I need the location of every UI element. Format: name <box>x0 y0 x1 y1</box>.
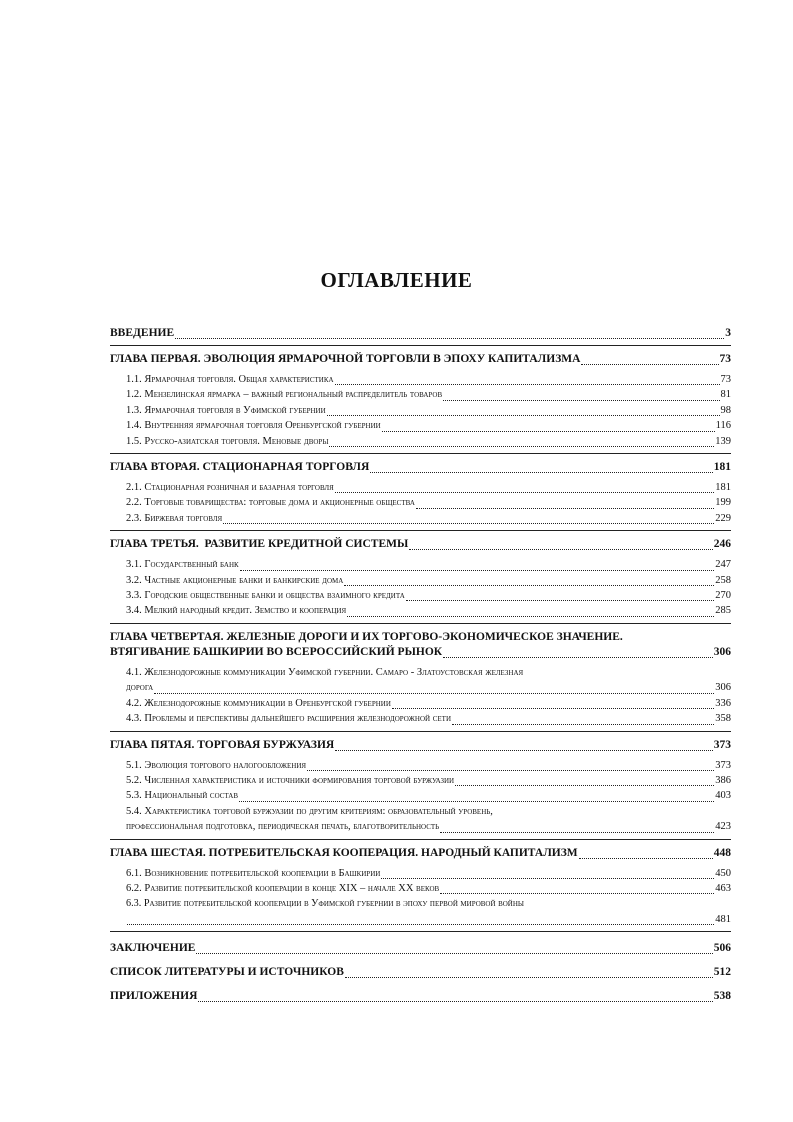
chapter-3-sections <box>110 557 731 619</box>
section-4-1-line1[interactable]: 4.1. Железнодорожные коммуникации Уфимской губернии. Самаро - Златоустовская железная <box>126 666 524 678</box>
section-5-2[interactable]: 5.2. Численная характеристика и источники формирования торговой буржуазии 386 <box>126 774 731 786</box>
chapter-1-title[interactable]: ГЛАВА ПЕРВАЯ. ЭВОЛЮЦИЯ ЯРМАРОЧНОЙ ТОРГОВЛИ В ЭПОХУ КАПИТАЛИЗМА <box>110 353 581 365</box>
section-1-1[interactable]: 1.1. Ярмарочная торговля. Общая характеристика 73 <box>126 374 731 385</box>
section-5-1[interactable]: 5.1. Эволюция торгового налогообложения 373 <box>126 759 731 771</box>
toc-chapter-3 <box>110 537 731 624</box>
chapter-5-sections <box>110 758 731 835</box>
chapter-4-title-line2[interactable]: ВТЯГИВАНИЕ БАШКИРИИ ВО ВСЕРОССИЙСКИЙ РЫНОК <box>110 645 443 658</box>
toc-intro-label[interactable]: ВВЕДЕНИЕ <box>110 327 175 339</box>
chapter-3-title[interactable]: ГЛАВА ТРЕТЬЯ. РАЗВИТИЕ КРЕДИТНОЙ СИСТЕМЫ <box>110 538 409 551</box>
section-6-3[interactable]: 481 <box>126 912 731 927</box>
toc-chapter-1 <box>110 352 731 454</box>
section-3-1[interactable]: 3.1. Государственный банк 247 <box>126 559 731 571</box>
section-1-5[interactable]: 1.5. Русско-азиатская торговля. Меновые дворы 139 <box>126 435 731 447</box>
chapter-6-page: 448 <box>713 846 731 859</box>
section-2-1[interactable]: 2.1. Стационарная розничная и базарная торговля 181 <box>126 482 731 494</box>
section-4-2[interactable]: 4.2. Железнодорожные коммуникации в Оренбургской губернии 336 <box>126 697 731 709</box>
table-of-contents <box>110 326 731 1004</box>
chapter-4-title-line1[interactable]: ГЛАВА ЧЕТВЕРТАЯ. ЖЕЛЕЗНЫЕ ДОРОГИ И ИХ ТОРГОВО-ЭКОНОМИЧЕСКОЕ ЗНАЧЕНИЕ. <box>110 630 623 643</box>
section-1-3[interactable]: 1.3. Ярмарочная торговля в Уфимской губернии 98 <box>126 404 731 416</box>
chapter-1-sections <box>110 372 731 449</box>
toc-chapter-6 <box>110 846 731 933</box>
chapter-6-title[interactable]: ГЛАВА ШЕСТАЯ. ПОТРЕБИТЕЛЬСКАЯ КООПЕРАЦИЯ. НАРОДНЫЙ КАПИТАЛИЗМ <box>110 846 578 859</box>
toc-chapter-4 <box>110 630 731 732</box>
toc-chapter-2 <box>110 460 731 531</box>
chapter-5-title[interactable]: ГЛАВА ПЯТАЯ. ТОРГОВАЯ БУРЖУАЗИЯ <box>110 738 335 751</box>
toc-conclusion[interactable]: ЗАКЛЮЧЕНИЕ 506 <box>110 942 731 955</box>
toc-references[interactable]: СПИСОК ЛИТЕРАТУРЫ И ИСТОЧНИКОВ 512 <box>110 966 731 979</box>
toc-intro-page: 3 <box>725 327 731 339</box>
section-4-3[interactable]: 4.3. Проблемы и перспективы дальнейшего расширения железнодорожной сети 358 <box>126 713 731 725</box>
section-5-4[interactable]: профессиональная подготовка, периодическая печать, благотворительность 423 <box>126 821 731 833</box>
chapter-4-sections <box>110 665 731 727</box>
chapter-2-sections <box>110 480 731 526</box>
toc-intro <box>110 326 731 346</box>
toc-chapter-5 <box>110 738 731 840</box>
chapter-1-page: 73 <box>719 353 731 365</box>
section-3-3[interactable]: 3.3. Городские общественные банки и общества взаимного кредита 270 <box>126 590 731 602</box>
chapter-2-page: 181 <box>713 461 731 474</box>
section-4-1[interactable]: дорога 306 <box>126 682 731 694</box>
section-2-2[interactable]: 2.2. Торговые товарищества: торговые дома и акционерные общества 199 <box>126 497 731 509</box>
section-6-2[interactable]: 6.2. Развитие потребительской кооперации в конце XIX – начале XX веков 463 <box>126 882 731 894</box>
section-3-4[interactable]: 3.4. Мелкий народный кредит. Земство и кооперация 285 <box>126 605 731 617</box>
chapter-5-page: 373 <box>713 738 731 751</box>
chapter-6-sections <box>110 866 731 928</box>
section-1-2[interactable]: 1.2. Мензелинская ярмарка – важный региональный распределитель товаров 81 <box>126 389 731 401</box>
section-6-1[interactable]: 6.1. Возникновение потребительской кооперации в Башкирии 450 <box>126 867 731 879</box>
chapter-2-title[interactable]: ГЛАВА ВТОРАЯ. СТАЦИОНАРНАЯ ТОРГОВЛЯ <box>110 461 370 474</box>
section-5-3[interactable]: 5.3. Национальный состав 403 <box>126 790 731 802</box>
section-2-3[interactable]: 2.3. Биржевая торговля 229 <box>126 512 731 524</box>
chapter-4-page: 306 <box>713 645 731 658</box>
section-6-3-line1[interactable]: 6.3. Развитие потребительской кооперации в Уфимской губернии в эпоху первой мировой войны <box>126 898 525 910</box>
section-5-4-line1[interactable]: 5.4. Характеристика торговой буржуазии по другим критериям: образовательный уровень, <box>126 805 493 817</box>
section-1-4[interactable]: 1.4. Внутренняя ярмарочная торговля Оренбургской губернии 116 <box>126 420 731 432</box>
section-3-2[interactable]: 3.2. Частные акционерные банки и банкирские дома 258 <box>126 574 731 586</box>
chapter-3-page: 246 <box>713 538 731 551</box>
page-title: ОГЛАВЛЕНИЕ <box>320 268 473 292</box>
toc-appendices[interactable]: ПРИЛОЖЕНИЯ 538 <box>110 990 731 1003</box>
